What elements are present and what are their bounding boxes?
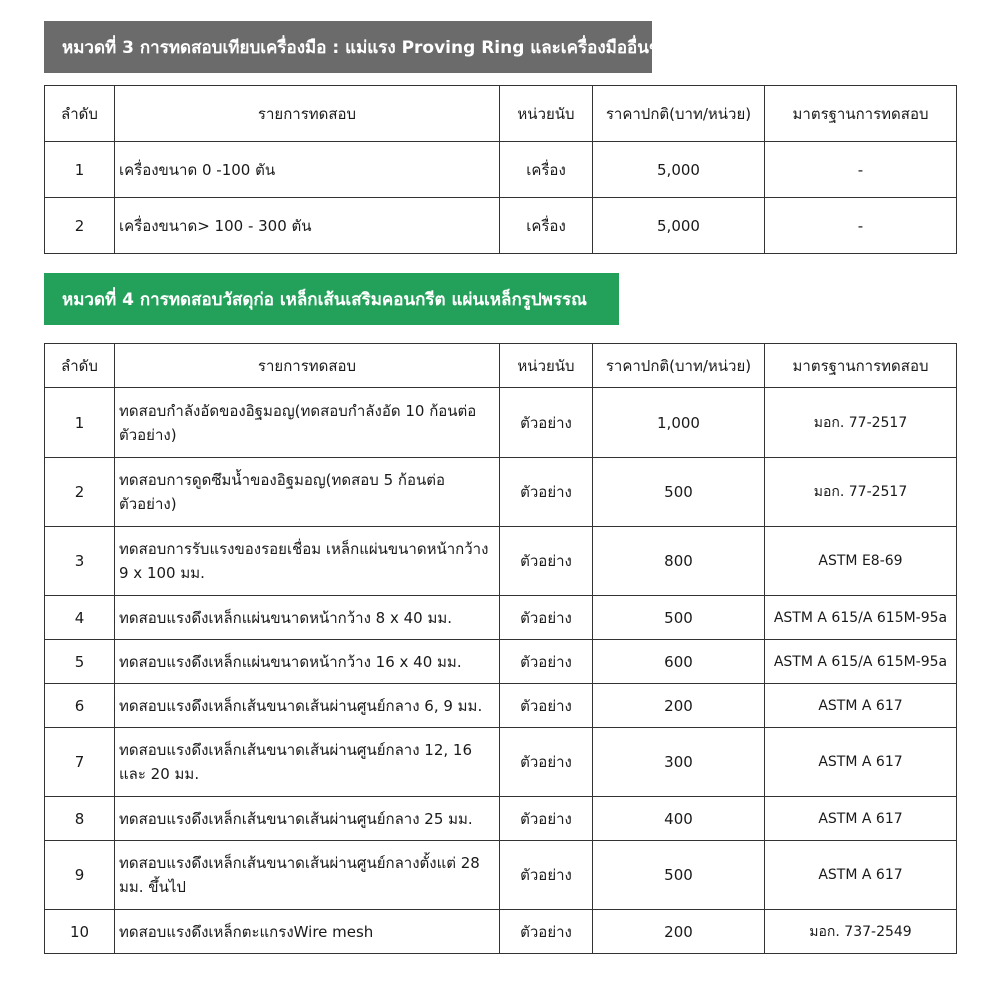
row-no: 5 bbox=[45, 640, 115, 684]
row-no: 1 bbox=[45, 388, 115, 458]
table-row bbox=[45, 596, 957, 640]
row-no: 7 bbox=[45, 728, 115, 797]
row-no: 3 bbox=[45, 527, 115, 596]
row-no: 9 bbox=[45, 841, 115, 910]
row-unit: เครื่อง bbox=[500, 142, 593, 198]
row-standard: ASTM A 615/A 615M-95a bbox=[765, 640, 957, 684]
row-price: 1,000 bbox=[593, 388, 765, 458]
header-no: ลำดับ bbox=[45, 86, 115, 142]
header-standard: มาตรฐานการทดสอบ bbox=[765, 86, 957, 142]
table-row bbox=[45, 797, 957, 841]
row-unit: ตัวอย่าง bbox=[500, 596, 593, 640]
row-unit: ตัวอย่าง bbox=[500, 728, 593, 797]
row-no: 4 bbox=[45, 596, 115, 640]
row-standard: มอก. 737-2549 bbox=[765, 910, 957, 954]
row-unit: ตัวอย่าง bbox=[500, 797, 593, 841]
table-row bbox=[45, 910, 957, 954]
table-row bbox=[45, 527, 957, 596]
row-item: ทดสอบการดูดซึมน้ำของอิฐมอญ(ทดสอบ 5 ก้อนต่อตัวอย่าง) bbox=[115, 458, 500, 527]
header-no: ลำดับ bbox=[45, 344, 115, 388]
row-item: ทดสอบแรงดึงเหล็กตะแกรงWire mesh bbox=[115, 910, 500, 954]
header-item: รายการทดสอบ bbox=[115, 86, 500, 142]
row-price: 300 bbox=[593, 728, 765, 797]
row-no: 8 bbox=[45, 797, 115, 841]
row-price: 600 bbox=[593, 640, 765, 684]
row-item: ทดสอบการรับแรงของรอยเชื่อม เหล็กแผ่นขนาดหน้ากว้าง 9 x 100 มม. bbox=[115, 527, 500, 596]
row-no: 6 bbox=[45, 684, 115, 728]
row-price: 500 bbox=[593, 841, 765, 910]
table-row bbox=[45, 728, 957, 797]
row-item: ทดสอบแรงดึงเหล็กเส้นขนาดเส้นผ่านศูนย์กลาง 6, 9 มม. bbox=[115, 684, 500, 728]
row-no: 1 bbox=[45, 142, 115, 198]
row-unit: ตัวอย่าง bbox=[500, 458, 593, 527]
table-header-row bbox=[45, 86, 957, 142]
row-price: 500 bbox=[593, 596, 765, 640]
table-row bbox=[45, 841, 957, 910]
header-price: ราคาปกติ(บาท/หน่วย) bbox=[593, 344, 765, 388]
row-item: เครื่องขนาด 0 -100 ตัน bbox=[115, 142, 500, 198]
category3-table bbox=[44, 85, 957, 254]
category4-table bbox=[44, 343, 957, 954]
row-price: 5,000 bbox=[593, 142, 765, 198]
header-unit: หน่วยนับ bbox=[500, 86, 593, 142]
table-row bbox=[45, 388, 957, 458]
category3-title: หมวดที่ 3 การทดสอบเทียบเครื่องมือ : แม่แรง Proving Ring และเครื่องมืออื่นๆ bbox=[62, 37, 659, 58]
row-unit: ตัวอย่าง bbox=[500, 527, 593, 596]
category4-title: หมวดที่ 4 การทดสอบวัสดุก่อ เหล็กเส้นเสริมคอนกรีต แผ่นเหล็กรูปพรรณ bbox=[62, 289, 587, 310]
row-price: 200 bbox=[593, 910, 765, 954]
table-row bbox=[45, 684, 957, 728]
row-standard: ASTM A 617 bbox=[765, 841, 957, 910]
row-price: 200 bbox=[593, 684, 765, 728]
table-row bbox=[45, 142, 957, 198]
table-row bbox=[45, 198, 957, 254]
row-unit: ตัวอย่าง bbox=[500, 388, 593, 458]
header-item: รายการทดสอบ bbox=[115, 344, 500, 388]
row-no: 2 bbox=[45, 458, 115, 527]
row-price: 500 bbox=[593, 458, 765, 527]
table-row bbox=[45, 458, 957, 527]
row-standard: - bbox=[765, 198, 957, 254]
row-standard: มอก. 77-2517 bbox=[765, 388, 957, 458]
row-unit: ตัวอย่าง bbox=[500, 910, 593, 954]
row-price: 5,000 bbox=[593, 198, 765, 254]
row-standard: ASTM A 617 bbox=[765, 797, 957, 841]
row-unit: เครื่อง bbox=[500, 198, 593, 254]
row-item: ทดสอบแรงดึงเหล็กแผ่นขนาดหน้ากว้าง 8 x 40 มม. bbox=[115, 596, 500, 640]
row-item: ทดสอบแรงดึงเหล็กเส้นขนาดเส้นผ่านศูนย์กลาง 25 มม. bbox=[115, 797, 500, 841]
header-price: ราคาปกติ(บาท/หน่วย) bbox=[593, 86, 765, 142]
header-unit: หน่วยนับ bbox=[500, 344, 593, 388]
row-item: ทดสอบแรงดึงเหล็กเส้นขนาดเส้นผ่านศูนย์กลาง 12, 16 และ 20 มม. bbox=[115, 728, 500, 797]
row-standard: ASTM A 615/A 615M-95a bbox=[765, 596, 957, 640]
row-price: 400 bbox=[593, 797, 765, 841]
header-standard: มาตรฐานการทดสอบ bbox=[765, 344, 957, 388]
table-row bbox=[45, 640, 957, 684]
table-header-row bbox=[45, 344, 957, 388]
category3-title-banner bbox=[44, 21, 659, 73]
row-price: 800 bbox=[593, 527, 765, 596]
row-item: เครื่องขนาด> 100 - 300 ตัน bbox=[115, 198, 500, 254]
row-standard: ASTM A 617 bbox=[765, 728, 957, 797]
row-item: ทดสอบกำลังอัดของอิฐมอญ(ทดสอบกำลังอัด 10 ก้อนต่อตัวอย่าง) bbox=[115, 388, 500, 458]
row-standard: ASTM A 617 bbox=[765, 684, 957, 728]
row-unit: ตัวอย่าง bbox=[500, 640, 593, 684]
row-item: ทดสอบแรงดึงเหล็กเส้นขนาดเส้นผ่านศูนย์กลางตั้งแต่ 28 มม. ขึ้นไป bbox=[115, 841, 500, 910]
row-standard: ASTM E8-69 bbox=[765, 527, 957, 596]
row-item: ทดสอบแรงดึงเหล็กแผ่นขนาดหน้ากว้าง 16 x 40 มม. bbox=[115, 640, 500, 684]
row-unit: ตัวอย่าง bbox=[500, 841, 593, 910]
row-unit: ตัวอย่าง bbox=[500, 684, 593, 728]
row-no: 10 bbox=[45, 910, 115, 954]
category4-title-banner bbox=[44, 273, 619, 325]
row-standard: มอก. 77-2517 bbox=[765, 458, 957, 527]
row-no: 2 bbox=[45, 198, 115, 254]
row-standard: - bbox=[765, 142, 957, 198]
